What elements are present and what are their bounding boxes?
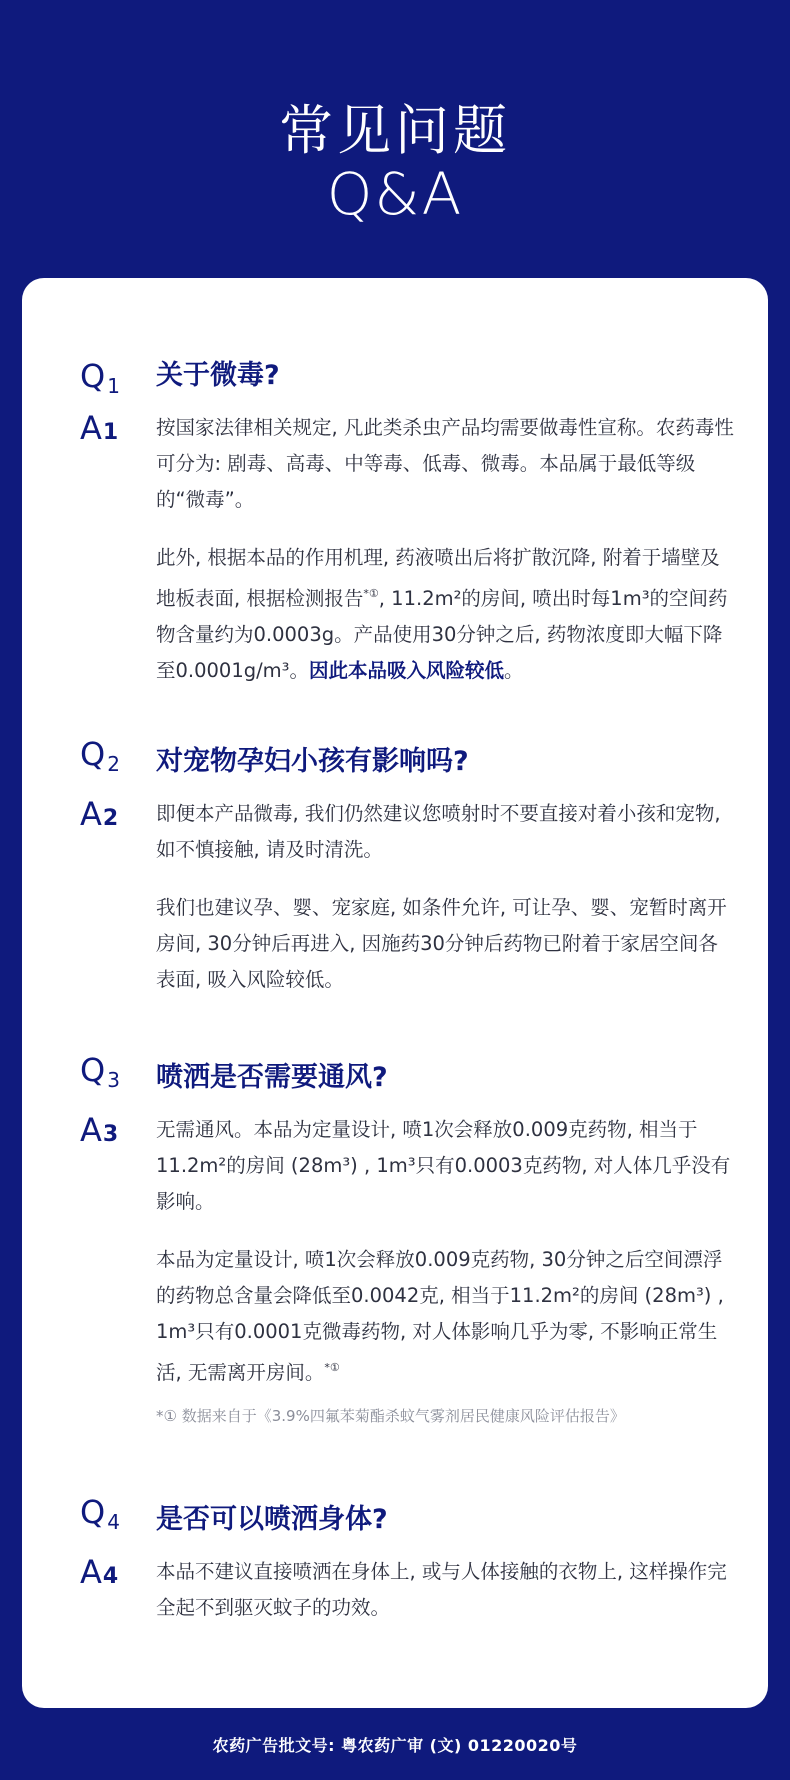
a3-paragraph-1: 无需通风。本品为定量设计, 喷1次会释放0.009克药物, 相当于11.2m²的房间 (28m³) , 1m³只有0.0003克药物, 对人体几乎没有影响。 xyxy=(156,1118,731,1213)
faq-card xyxy=(22,278,768,1708)
page-header xyxy=(0,0,790,280)
q1-title: 关于微毒? xyxy=(156,360,280,391)
a1-marker: A1 xyxy=(80,409,119,447)
page-title-cn: 常见问题 xyxy=(279,99,511,162)
ad-approval-number: 农药广告批文号: 粤农药广审 (文) 01220020号 xyxy=(212,1736,578,1755)
q3-title: 喷洒是否需要通风? xyxy=(156,1062,388,1093)
a2-marker: A2 xyxy=(80,795,119,833)
q3-marker: Q $_3$ xyxy=(80,1051,120,1092)
a4-paragraph-1: 本品不建议直接喷洒在身体上, 或与人体接触的衣物上, 这样操作完全起不到驱灭蚊子的功效。 xyxy=(156,1560,727,1619)
a4-marker: A4 xyxy=(80,1553,119,1591)
a2-paragraph-1: 即便本产品微毒, 我们仍然建议您喷射时不要直接对着小孩和宠物, 如不慎接触, 请及时清洗。 xyxy=(156,802,721,861)
q1-marker: Q $_1$ xyxy=(80,357,120,398)
q4-title: 是否可以喷洒身体? xyxy=(156,1504,388,1535)
q4-marker: Q $_4$ xyxy=(80,1493,120,1534)
a1-paragraph-1: 按国家法律相关规定, 凡此类杀虫产品均需要做毒性宣称。农药毒性可分为: 剧毒、高毒、中等毒、低毒、微毒。本品属于最低等级的“微毒”。 xyxy=(156,416,734,511)
a3-marker: A3 xyxy=(80,1111,119,1149)
page-title-en: Q&A xyxy=(326,160,464,228)
footnote: *① 数据来自于《3.9%四氟苯菊酯杀蚊气雾剂居民健康风险评估报告》 xyxy=(156,1407,625,1425)
a3-paragraph-2: 本品为定量设计, 喷1次会释放0.009克药物, 30分钟之后空间漂浮的药物总含量会降低至0.0042克, 相当于11.2m²的房间 (28m³) , 1m³只有0.0001克微毒药物, 对人体影响几乎为零, 不影响正常生活, 无需离开房间。*① xyxy=(156,1248,724,1384)
q2-title: 对宠物孕妇小孩有影响吗? xyxy=(156,746,469,777)
a2-paragraph-2: 我们也建议孕、婴、宠家庭, 如条件允许, 可让孕、婴、宠暂时离开房间, 30分钟后再进入, 因施药30分钟后药物已附着于家居空间各表面, 吸入风险较低。 xyxy=(156,896,727,991)
a1-paragraph-2: 此外, 根据本品的作用机理, 药液喷出后将扩散沉降, 附着于墙壁及地板表面, 根据检测报告*①, 11.2m²的房间, 喷出时每1m³的空间药物含量约为0.0003g。产品使用30分钟之后, 药物浓度即大幅下降至0.0001g/m³。因此本品吸入风险较低。 xyxy=(156,546,728,682)
q2-marker: Q $_2$ xyxy=(80,735,120,776)
